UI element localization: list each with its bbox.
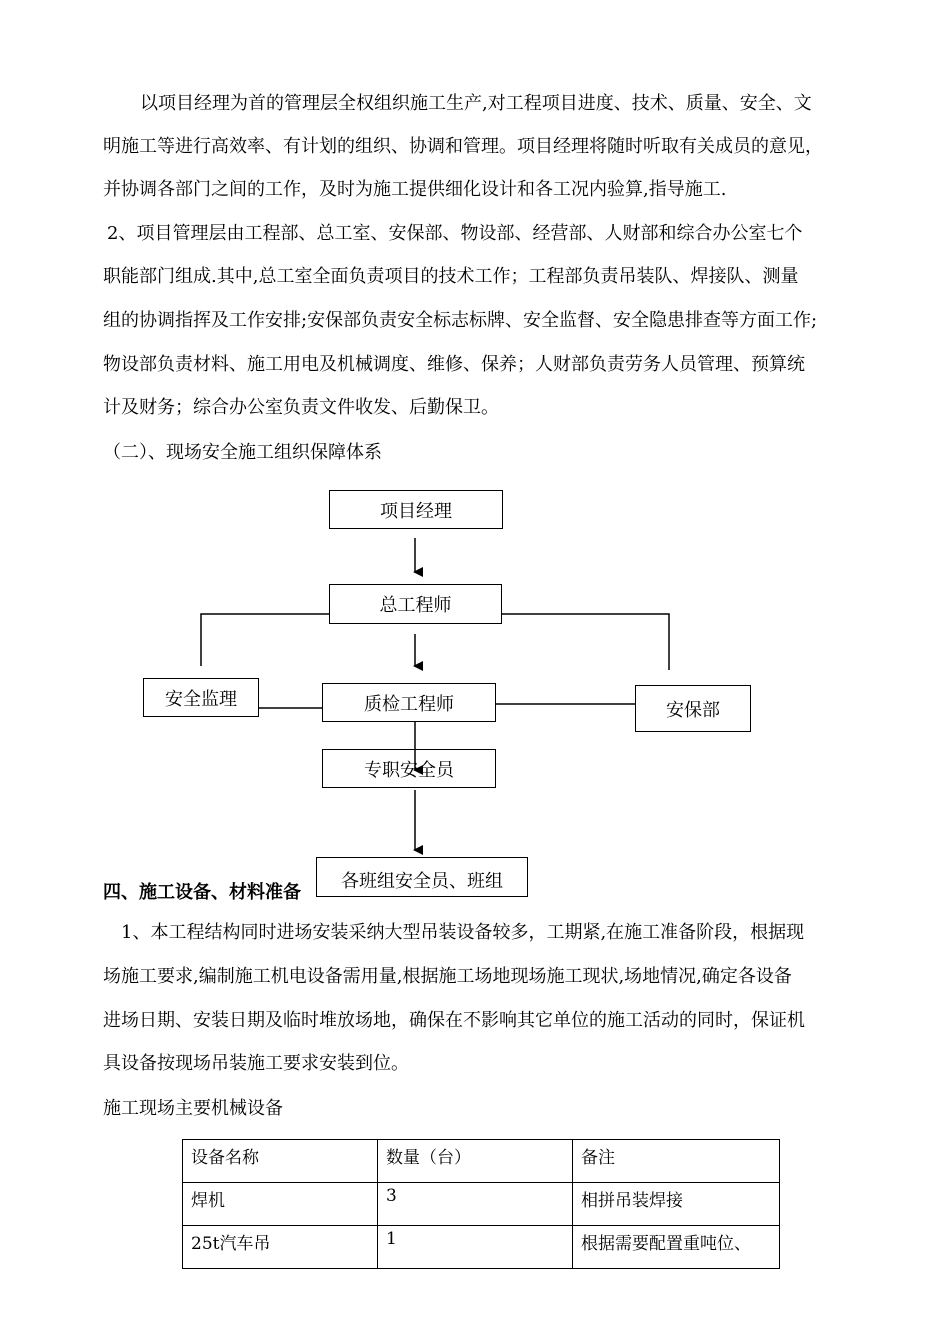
section-4-title: 四、施工设备、材料准备 xyxy=(103,882,301,903)
table-header-cell: 设备名称 xyxy=(183,1140,378,1183)
table-row xyxy=(183,1226,780,1269)
section-2-title: （二）、现场安全施工组织保障体系 xyxy=(103,442,382,463)
box-qc-engineer: 质检工程师 xyxy=(322,683,496,722)
box-chief-engineer: 总工程师 xyxy=(329,584,502,624)
box-safety-supervision: 安全监理 xyxy=(143,678,259,717)
table-caption: 施工现场主要机械设备 xyxy=(103,1098,283,1119)
para2-line-5: 计及财务；综合办公室负责文件收发、后勤保卫。 xyxy=(103,397,499,418)
table-cell: 3 xyxy=(378,1183,573,1226)
para1-line-3: 并协调各部门之间的工作，及时为施工提供细化设计和各工况内验算,指导施工. xyxy=(103,179,727,200)
box-safety-officer: 专职安全员 xyxy=(322,749,496,788)
table-row xyxy=(183,1183,780,1226)
para1-line-2: 明施工等进行高效率、有计划的组织、协调和管理。项目经理将随时听取有关成员的意见， xyxy=(103,136,823,157)
para1-line-1: 以项目经理为首的管理层全权组织施工生产,对工程项目进度、技术、质量、安全、文 xyxy=(140,93,812,114)
table-header-cell: 备注 xyxy=(573,1140,780,1183)
box-security-dept: 安保部 xyxy=(635,685,751,732)
para2-line-2: 职能部门组成.其中,总工室全面负责项目的技术工作；工程部负责吊装队、焊接队、测量 xyxy=(103,266,799,287)
table-cell: 25t汽车吊 xyxy=(183,1226,378,1269)
para2-line-1: 2、项目管理层由工程部、总工室、安保部、物设部、经营部、人财部和综合办公室七个 xyxy=(107,223,803,244)
para2-line-4: 物设部负责材料、施工用电及机械调度、维修、保养；人财部负责劳务人员管理、预算统 xyxy=(103,354,805,375)
equipment-table xyxy=(182,1139,780,1269)
table-cell: 相拼吊装焊接 xyxy=(573,1183,780,1226)
para3-line-1: 1、本工程结构同时进场安装采纳大型吊装设备较多，工期紧,在施工准备阶段，根据现 xyxy=(121,922,805,943)
box-project-manager: 项目经理 xyxy=(329,490,503,529)
table-header-row xyxy=(183,1140,780,1183)
table-cell: 焊机 xyxy=(183,1183,378,1226)
line-chief-to-supervision xyxy=(201,614,329,666)
line-chief-to-security xyxy=(502,614,669,670)
box-team-safety: 各班组安全员、班组 xyxy=(316,857,528,897)
para2-line-3: 组的协调指挥及工作安排;安保部负责安全标志标牌、安全监督、安全隐患排查等方面工作; xyxy=(103,310,818,331)
table-header-cell: 数量（台） xyxy=(378,1140,573,1183)
table-cell: 根据需要配置重吨位、 xyxy=(573,1226,780,1269)
para3-line-3: 进场日期、安装日期及临时堆放场地，确保在不影响其它单位的施工活动的同时，保证机 xyxy=(103,1010,805,1031)
para3-line-2: 场施工要求,编制施工机电设备需用量,根据施工场地现场施工现状,场地情况,确定各设备 xyxy=(103,966,792,987)
para3-line-4: 具设备按现场吊装施工要求安装到位。 xyxy=(103,1053,409,1074)
table-cell: 1 xyxy=(378,1226,573,1269)
